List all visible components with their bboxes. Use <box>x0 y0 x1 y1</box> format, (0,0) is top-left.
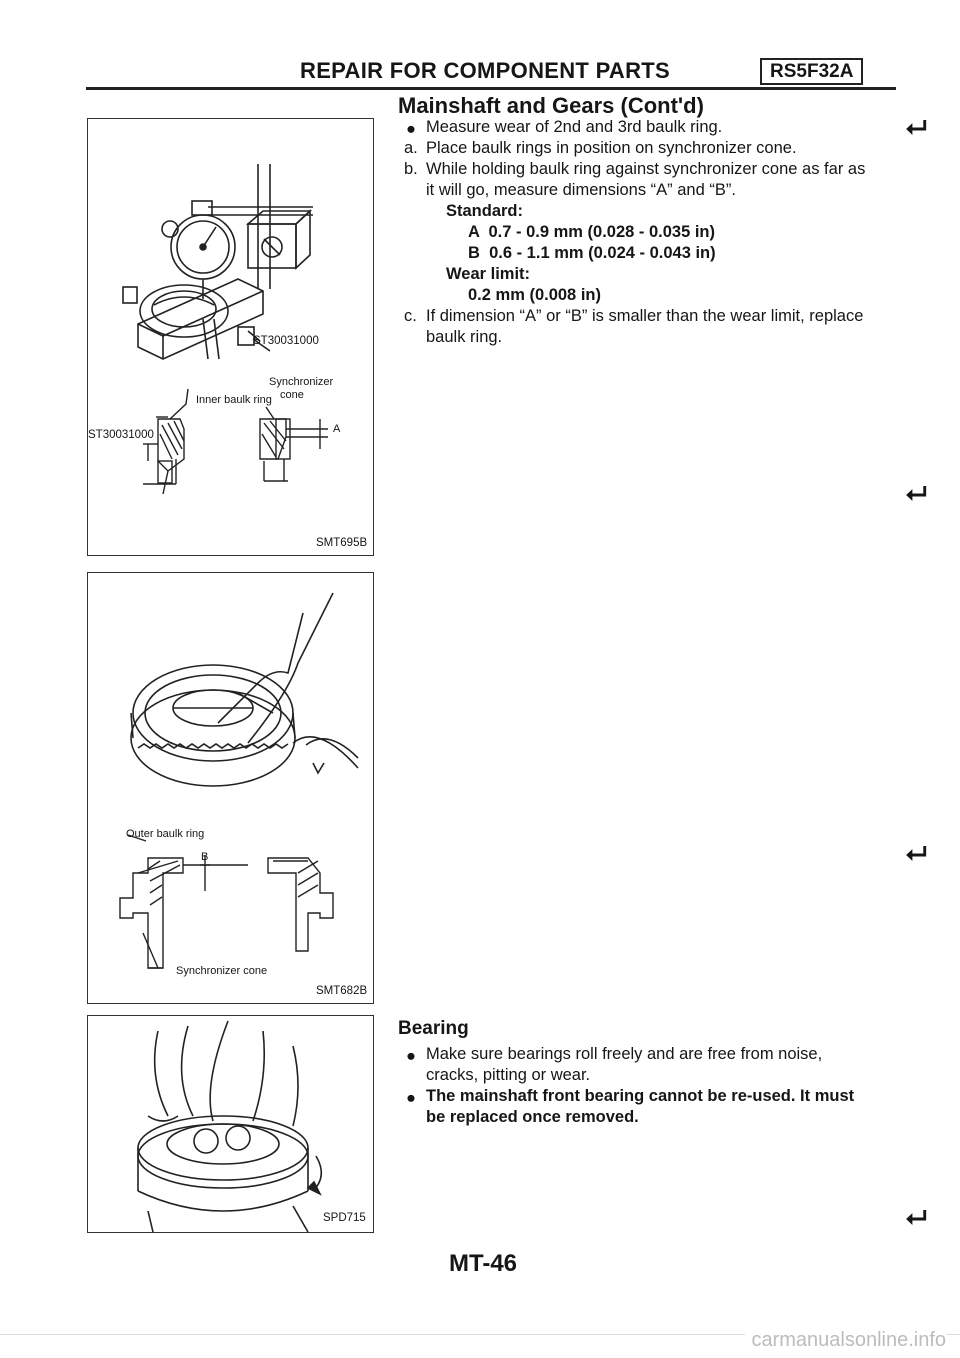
tool-number-label: ST30031000 <box>253 335 319 347</box>
wear-limit-label: Wear limit: <box>446 265 531 283</box>
page-header-title: REPAIR FOR COMPONENT PARTS <box>300 58 670 83</box>
bullet-dot: ● <box>406 120 416 138</box>
revision-mark-icon: ⮠ <box>906 838 927 868</box>
figure-bearing-check <box>87 1015 374 1233</box>
bearing-bullet-1-line-1: Make sure bearings roll freely and are free from noise, <box>426 1045 823 1063</box>
bearing-bullet-2-line-1: The mainshaft front bearing cannot be re-used. It must <box>426 1087 855 1105</box>
revision-mark-icon: ⮠ <box>906 1202 927 1232</box>
step-c-marker: c. <box>404 307 417 325</box>
measure-bullet-text: Measure wear of 2nd and 3rd baulk ring. <box>426 118 723 136</box>
bullet-dot: ● <box>406 1047 416 1065</box>
dial-gauge-illustration <box>88 119 373 555</box>
bearing-bullet-2-line-2: be replaced once removed. <box>426 1108 639 1126</box>
revision-mark-icon: ⮠ <box>906 478 927 508</box>
standard-a-value: A 0.7 - 0.9 mm (0.028 - 0.035 in) <box>468 223 716 241</box>
bearing-bullet-1-line-2: cracks, pitting or wear. <box>426 1066 591 1084</box>
bearing-illustration <box>88 1016 373 1232</box>
bearing-title: Bearing <box>398 1018 469 1039</box>
figure-code: SMT695B <box>316 537 368 549</box>
revision-mark-icon: ⮠ <box>906 112 927 142</box>
figure-dial-gauge-measurement <box>87 118 374 556</box>
outer-baulk-ring-illustration <box>88 573 373 1003</box>
model-badge: RS5F32A <box>760 58 863 85</box>
page-number: MT-46 <box>449 1250 518 1277</box>
figure-code: SMT682B <box>316 985 368 997</box>
header-rule <box>86 87 896 90</box>
step-b-text-1: While holding baulk ring against synchronizer cone as far as <box>426 160 866 178</box>
step-b-text-2: it will go, measure dimensions “A” and “B”. <box>426 181 736 199</box>
outer-baulk-ring-label: Outer baulk ring <box>126 828 205 840</box>
standard-b-value: B 0.6 - 1.1 mm (0.024 - 0.043 in) <box>468 244 716 262</box>
dimension-a-label: A <box>333 423 341 435</box>
wear-limit-value: 0.2 mm (0.008 in) <box>468 286 601 304</box>
step-a-marker: a. <box>404 139 418 157</box>
step-b-marker: b. <box>404 160 418 178</box>
inner-baulk-ring-label: Inner baulk ring <box>196 394 272 406</box>
standard-label: Standard: <box>446 202 524 220</box>
footer-watermark-link[interactable]: carmanualsonline.info <box>745 1329 946 1352</box>
section-title: Mainshaft and Gears (Cont'd) <box>398 93 704 118</box>
synchronizer-cone-label-2: cone <box>280 389 304 401</box>
tool-number-label: ST30031000 <box>88 429 154 441</box>
step-a-text: Place baulk rings in position on synchronizer cone. <box>426 139 797 157</box>
synchronizer-cone-label-1: Synchronizer <box>269 376 334 388</box>
figure-code: SPD715 <box>323 1212 366 1224</box>
synchronizer-cone-label: Synchronizer cone <box>176 965 268 977</box>
step-c-text-1: If dimension “A” or “B” is smaller than the wear limit, replace <box>426 307 864 325</box>
dimension-b-label: B <box>201 851 209 863</box>
bullet-dot: ● <box>406 1089 416 1107</box>
figure-outer-baulk-ring <box>87 572 374 1004</box>
step-c-text-2: baulk ring. <box>426 328 503 346</box>
